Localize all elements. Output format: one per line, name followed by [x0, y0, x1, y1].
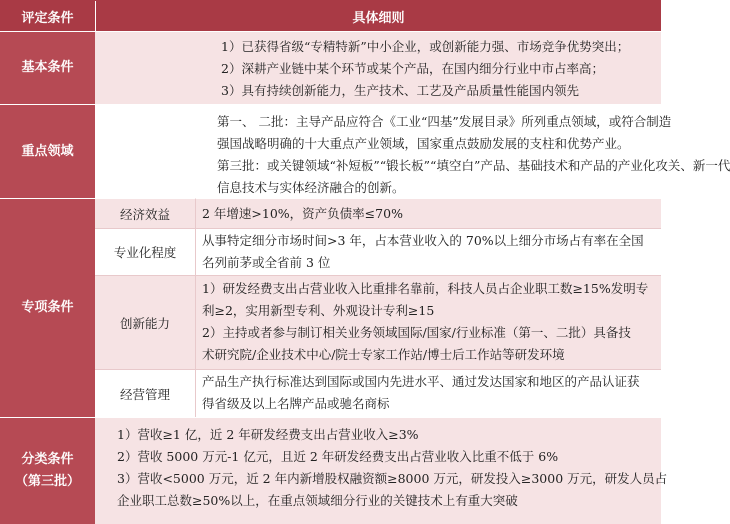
economic-line-1: 2 年增速>10%，资产负债率≤70%	[202, 206, 403, 221]
header-details: 具体细则	[95, 1, 661, 31]
focus-line-3: 第三批：或关键领域“补短板”“锻长板”“填空白”产品、基础技术和产品的产业化攻关、新一代	[217, 158, 730, 173]
classify-label: 分类条件 （第三批）	[0, 417, 95, 524]
management-text	[195, 369, 661, 417]
basic-line-3: 3）具有持续创新能力，生产技术、工艺及产品质量性能国内领先	[221, 83, 579, 98]
special-label: 专项条件	[0, 198, 95, 417]
basic-content	[95, 31, 661, 104]
innovation-line-4: 术研究院/企业技术中心/院士专家工作站/博士后工作站等研发环境	[202, 347, 565, 362]
classify-line-3: 3）营收<5000 万元，近 2 年内新增股权融资额≥8000 万元，研发投入≥3000 万元，研发人员占	[117, 471, 668, 486]
innovation-label: 创新能力	[95, 275, 195, 369]
specialization-line-1: 从事特定细分市场时间>3 年，占本营业收入的 70%以上细分市场占有率在全国	[202, 233, 644, 248]
header-criteria: 评定条件	[0, 1, 95, 31]
classify-line-1: 1）营收≥1 亿，近 2 年研发经费支出占营业收入≥3%	[117, 427, 419, 442]
innovation-text	[195, 275, 661, 369]
focus-line-2: 强国战略明确的十大重点产业领域，国家重点鼓励发展的支柱和优势产业。	[217, 136, 630, 151]
specialization-text	[195, 228, 661, 275]
classify-line-2: 2）营收 5000 万元-1 亿元，且近 2 年研发经费支出占营业收入比重不低于 6%	[117, 449, 559, 464]
innovation-line-3: 2）主持或者参与制订相关业务领域国际/国家/行业标准（第一、二批）具备技	[202, 325, 631, 340]
management-label: 经营管理	[95, 369, 195, 417]
focus-line-4: 信息技术与实体经济融合的创新。	[217, 180, 405, 195]
innovation-line-2: 利≥2，实用新型专利、外观设计专利≥15	[202, 303, 435, 318]
focus-line-1: 第一、 二批：主导产品应符合《工业“四基”发展目录》所列重点领域，或符合制造	[217, 114, 672, 129]
management-line-1: 产品生产执行标准达到国际或国内先进水平、通过发达国家和地区的产品认证获	[202, 374, 640, 389]
economic-label: 经济效益	[95, 198, 195, 228]
specialization-line-2: 名列前茅或全省前 3 位	[202, 255, 331, 270]
specialization-label: 专业化程度	[95, 228, 195, 275]
basic-label: 基本条件	[0, 31, 95, 104]
focus-label: 重点领域	[0, 104, 95, 198]
classify-label-sub: （第三批）	[14, 474, 80, 489]
innovation-line-1: 1）研发经费支出占营业收入比重排名靠前，科技人员占企业职工数≥15%发明专	[202, 281, 649, 296]
focus-content	[95, 104, 730, 198]
classify-content	[95, 417, 668, 524]
management-line-2: 得省级及以上名牌产品或驰名商标	[202, 396, 390, 411]
classify-line-4: 企业职工总数≥50%以上，在重点领域细分行业的关键技术上有重大突破	[117, 493, 518, 508]
economic-text	[195, 198, 661, 228]
basic-line-1: 1）已获得省级“专精特新”中小企业，或创新能力强、市场竞争优势突出；	[221, 39, 630, 54]
basic-line-2: 2）深耕产业链中某个环节或某个产品，在国内细分行业中市占率高；	[221, 61, 604, 76]
